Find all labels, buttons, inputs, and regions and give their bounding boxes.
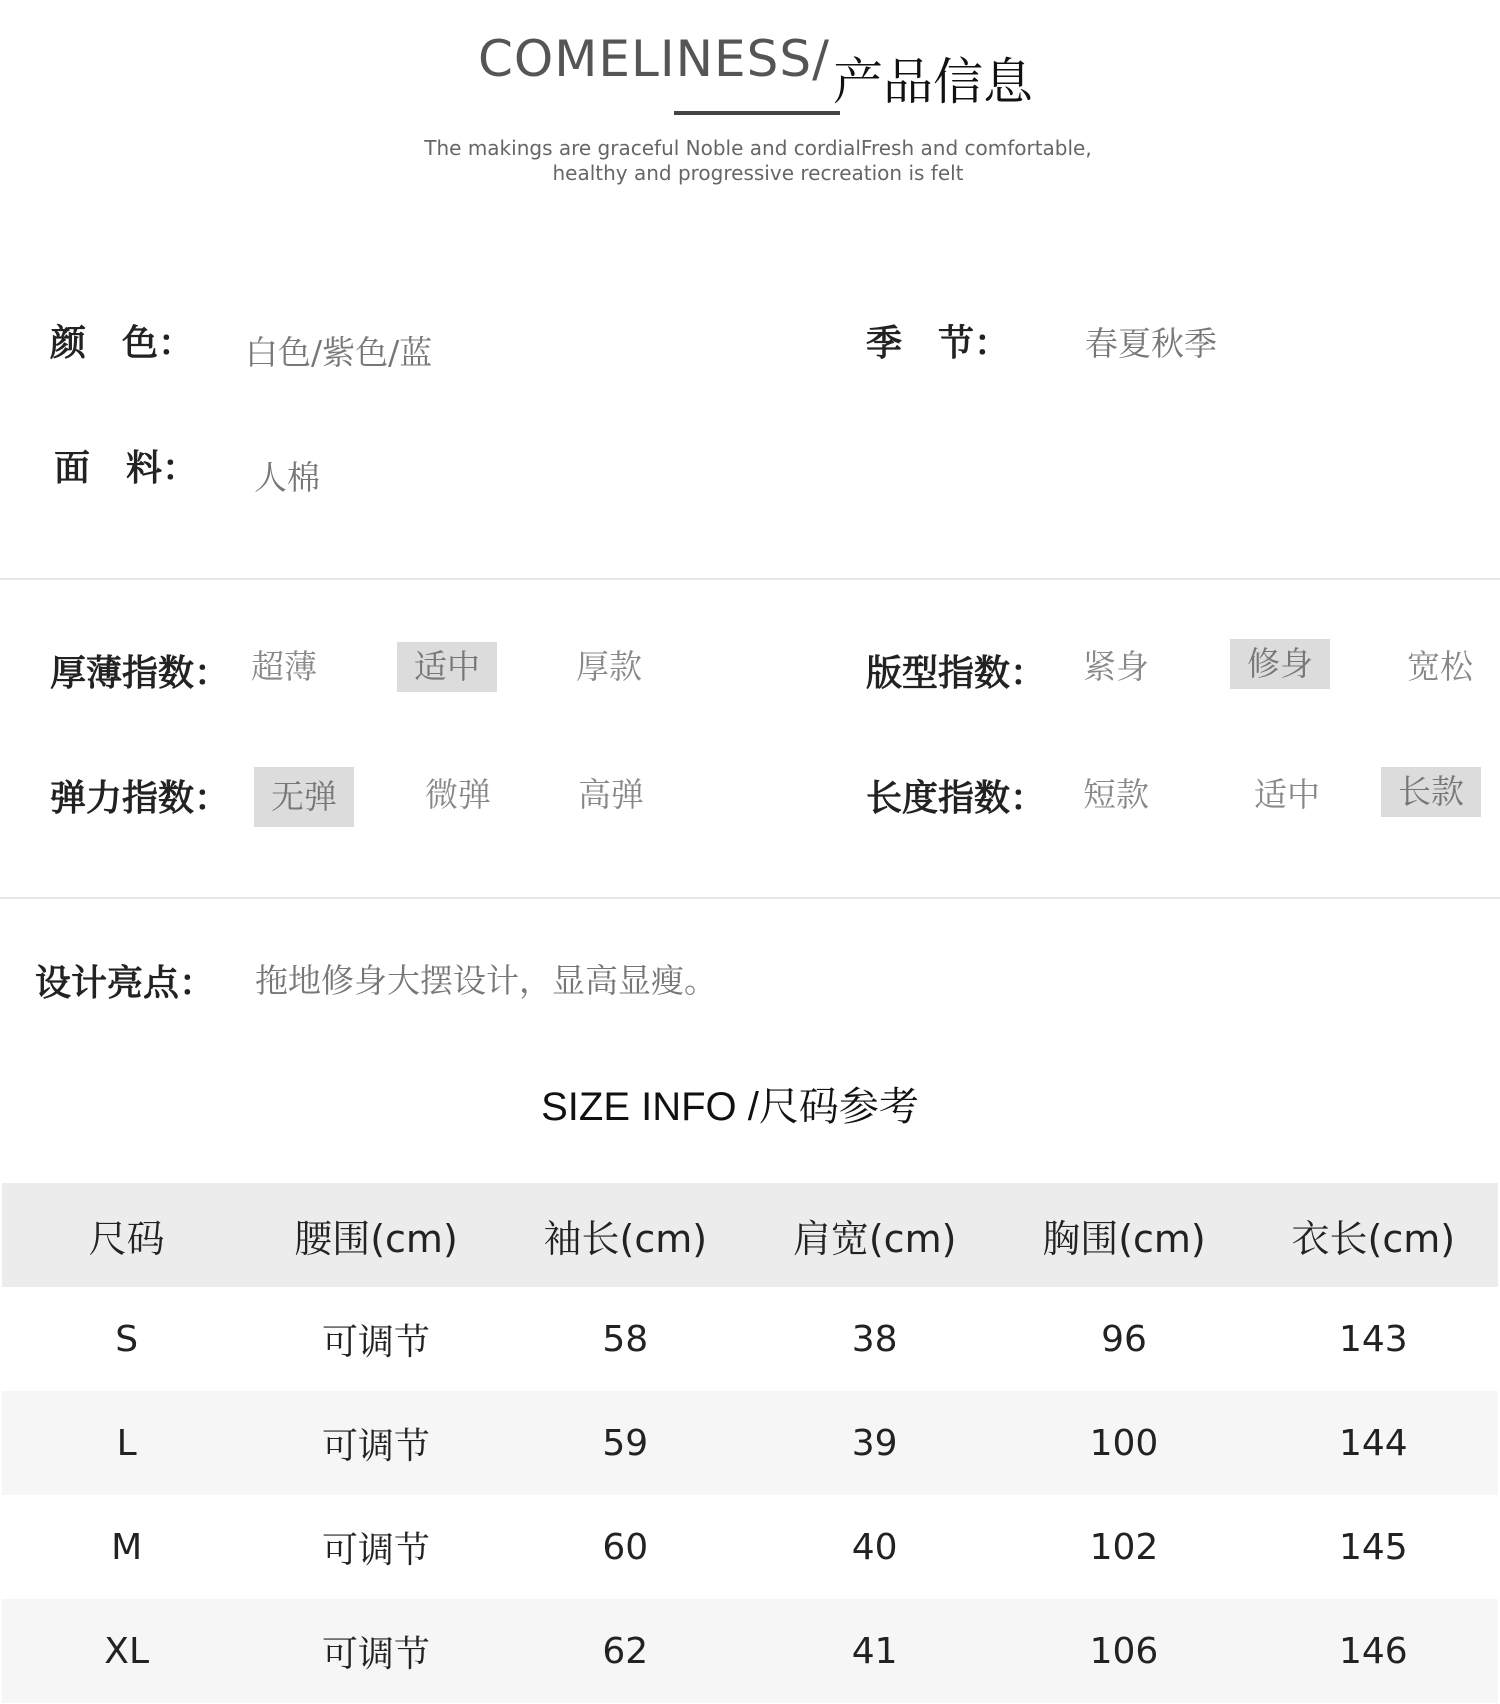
header-sleeve: 袖长(cm): [543, 1216, 708, 1261]
highlight-label: 设计亮点：: [35, 962, 216, 1004]
table-cell: 62: [602, 1630, 649, 1672]
table-cell: 可调节: [321, 1529, 430, 1571]
brand-name: COMELINESS/: [478, 30, 830, 88]
section-divider: [0, 578, 1500, 580]
length-option-medium: 适中: [1254, 775, 1320, 814]
length-option-long: 长款: [1381, 767, 1481, 817]
table-cell: 145: [1338, 1526, 1408, 1568]
table-cell: 可调节: [321, 1321, 430, 1363]
table-row: [2, 1599, 1498, 1703]
thickness-option-ultrathin: 超薄: [251, 647, 317, 686]
table-cell: 60: [602, 1526, 649, 1568]
table-cell: 146: [1338, 1630, 1408, 1672]
table-cell: 106: [1089, 1630, 1159, 1672]
color-value: 白色/紫色/蓝: [245, 333, 433, 372]
elasticity-option-slight: 微弹: [425, 775, 491, 814]
table-cell: 39: [851, 1422, 898, 1464]
elasticity-option-none: 无弹: [254, 767, 354, 827]
table-cell: 143: [1338, 1318, 1408, 1360]
highlight-value: 拖地修身大摆设计，显高显瘦。: [255, 961, 717, 1000]
fabric-value: 人棉: [254, 458, 320, 497]
tagline-line-1: The makings are graceful Noble and cordialFresh and comfortable,: [424, 136, 1092, 160]
thickness-option-thick: 厚款: [576, 647, 642, 686]
elasticity-option-high: 高弹: [578, 775, 644, 814]
section-divider: [0, 897, 1500, 899]
tagline: [0, 136, 1500, 186]
title-underline: [674, 111, 840, 115]
table-cell: 58: [602, 1318, 649, 1360]
table-cell: 40: [851, 1526, 898, 1568]
season-value: 春夏秋季: [1085, 324, 1217, 363]
table-cell: 144: [1338, 1422, 1408, 1464]
table-cell: 96: [1101, 1318, 1147, 1360]
header-waist: 腰围(cm): [294, 1216, 458, 1261]
table-cell: L: [116, 1422, 137, 1464]
season-label: 季 节：: [866, 322, 1011, 364]
size-info-title: SIZE INFO /尺码参考: [541, 1085, 919, 1129]
table-cell: S: [115, 1318, 139, 1360]
page-title: 产品信息: [833, 53, 1033, 111]
fit-option-tight: 紧身: [1083, 647, 1149, 686]
elasticity-label: 弹力指数：: [50, 777, 231, 819]
table-cell: M: [111, 1526, 143, 1568]
size-table: [2, 1183, 1498, 1703]
fit-label: 版型指数：: [866, 652, 1047, 694]
header-length: 衣长(cm): [1291, 1216, 1456, 1261]
table-cell: 41: [851, 1630, 898, 1672]
header-bust: 胸围(cm): [1042, 1216, 1206, 1261]
fit-option-loose: 宽松: [1407, 647, 1473, 686]
color-label: 颜 色：: [50, 322, 195, 364]
table-cell: 38: [851, 1318, 898, 1360]
table-row: [2, 1495, 1498, 1599]
table-cell: 可调节: [321, 1633, 430, 1675]
table-row: [2, 1391, 1498, 1495]
table-cell: 可调节: [321, 1425, 430, 1467]
fit-option-slim: 修身: [1230, 639, 1330, 689]
size-table-header-row: [2, 1183, 1498, 1287]
table-cell: XL: [104, 1630, 150, 1672]
table-cell: 102: [1089, 1526, 1159, 1568]
thickness-label: 厚薄指数：: [50, 652, 231, 694]
length-option-short: 短款: [1083, 775, 1149, 814]
tagline-line-2: healthy and progressive recreation is felt: [552, 161, 964, 185]
table-cell: 100: [1089, 1422, 1159, 1464]
header-shoulder: 肩宽(cm): [792, 1216, 957, 1261]
length-label: 长度指数：: [866, 777, 1047, 819]
fabric-label: 面 料：: [54, 447, 199, 489]
header-size: 尺码: [88, 1216, 165, 1261]
table-row: [2, 1287, 1498, 1391]
table-cell: 59: [602, 1422, 649, 1464]
thickness-option-medium: 适中: [397, 642, 497, 692]
